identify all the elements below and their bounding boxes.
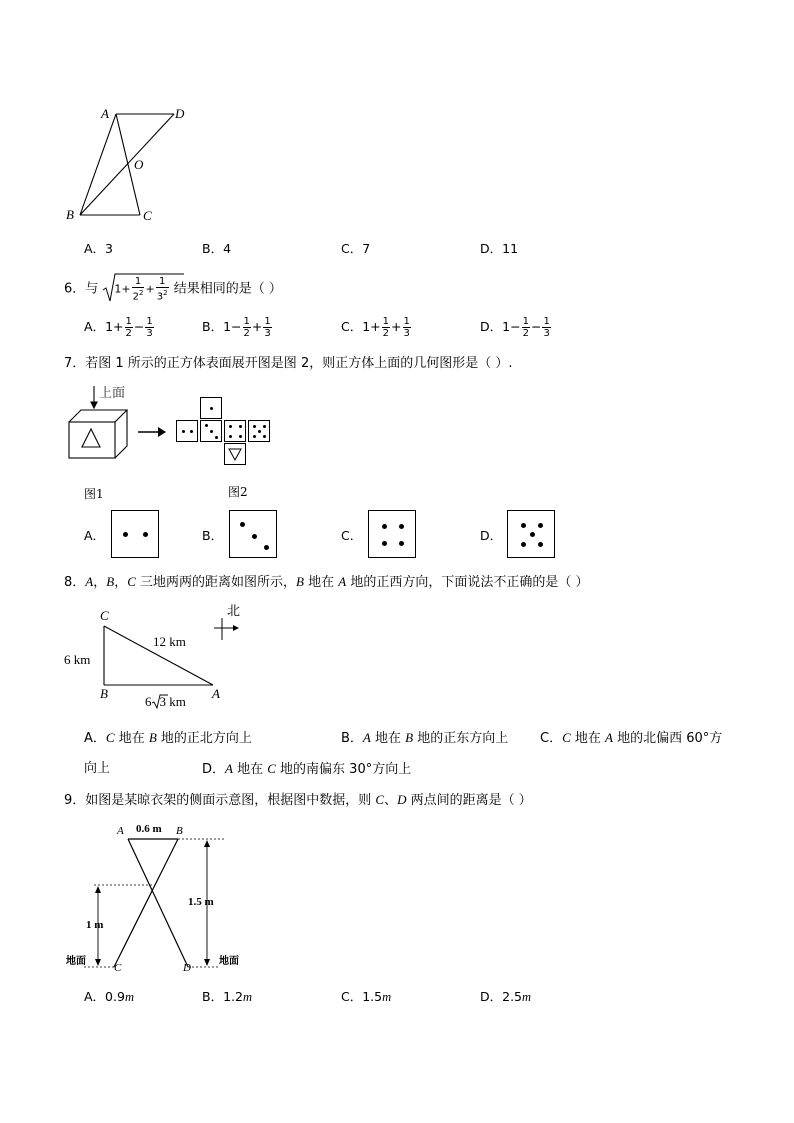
q8-option-c-continued[interactable]: 向上 — [84, 761, 111, 776]
cube-front-face — [69, 422, 115, 458]
q6-option-b[interactable]: B．1− $\frac{1}{2}$ + $\frac{1}{3}$ — [202, 316, 271, 339]
q9-option-c[interactable]: C．1.5m — [341, 989, 392, 1004]
q8-option-c[interactable]: C．C 地在 A 地的北偏西 60°方 — [540, 730, 723, 746]
q7-option-d[interactable]: D． — [480, 528, 503, 543]
net-face-top — [200, 397, 222, 419]
q5-diagonal-bd — [80, 114, 174, 215]
net-face-center — [200, 420, 222, 442]
q6-option-a[interactable]: A．1+ $\frac{1}{2}$ − $\frac{1}{3}$ — [84, 316, 153, 339]
q5-label-d: D — [175, 106, 185, 121]
q5-option-c[interactable]: C．7 — [341, 241, 371, 256]
q9-ground-right-label: 地面 — [219, 956, 239, 967]
q8-option-b[interactable]: B．A 地在 B 地的正东方向上 — [341, 730, 509, 746]
q9-leg-ad — [128, 839, 188, 967]
cube-top-face — [69, 410, 127, 422]
q8-north-label: 北 — [227, 604, 241, 619]
q7-question: 7．若图 1 所示的正方体表面展开图是图 2，则正方体上面的几何图形是（ ）. — [64, 356, 513, 371]
q5-option-a[interactable]: A．3 — [84, 241, 114, 256]
q9-label-d: D — [183, 962, 191, 974]
q9-question: 9．如图是某晾衣架的侧面示意图，根据图中数据，则 C、D 两点间的距离是（ ） — [64, 792, 532, 808]
net-face-right — [224, 420, 246, 442]
q6-option-c[interactable]: C．1+ $\frac{1}{2}$ + $\frac{1}{3}$ — [341, 316, 410, 339]
q5-edge-ab — [80, 114, 116, 215]
q7-option-c[interactable]: C． — [341, 528, 363, 543]
net-face-bottom — [224, 443, 246, 465]
triangle-icon — [82, 429, 100, 447]
q8-option-a[interactable]: A．C 地在 B 地的正北方向上 — [84, 730, 252, 746]
right-arrow-icon — [138, 426, 168, 438]
q7-option-b[interactable]: B． — [202, 528, 224, 543]
q8-question: 8．A，B，C 三地两两的距离如图所示，B 地在 A 地的正西方向，下面说法不正确的是（ ） — [64, 574, 589, 590]
q5-label-o: O — [134, 157, 144, 172]
q9-top-length: 0.6 m — [136, 823, 162, 835]
q7-option-a-face[interactable] — [111, 510, 159, 558]
q6-rad-one: 1+ — [114, 282, 131, 296]
down-arrow-icon — [91, 402, 97, 408]
q6-number: 6．与 — [64, 281, 99, 297]
q7-option-d-face[interactable] — [507, 510, 555, 558]
q6-radical-expression: 1+ $\frac{1}{2^2}$ + $\frac{1}{3^2}$ — [102, 276, 169, 302]
q9-option-a[interactable]: A．0.9m — [84, 989, 134, 1004]
q7-fig2-caption: 图2 — [228, 485, 248, 499]
q8-label-a: A — [212, 686, 220, 701]
q9-label-a: A — [117, 825, 124, 837]
q8-label-c: C — [100, 608, 109, 623]
radical-sign-icon — [102, 273, 184, 303]
q5-option-b[interactable]: B．4 — [202, 241, 232, 256]
q9-label-c: C — [114, 962, 122, 974]
q7-option-c-face[interactable] — [368, 510, 416, 558]
q7-option-b-face[interactable] — [229, 510, 277, 558]
q6-frac-1: $\frac{1}{2^2}$ — [132, 276, 144, 303]
q6-frac-2: $\frac{1}{3^2}$ — [156, 276, 168, 303]
q9-option-d[interactable]: D．2.5m — [480, 989, 532, 1004]
q5-label-a: A — [101, 106, 109, 121]
q9-leg-bc — [114, 839, 178, 967]
radical-sign-icon — [152, 695, 168, 709]
q6-option-d[interactable]: D．1− $\frac{1}{2}$ − $\frac{1}{3}$ — [480, 316, 550, 339]
q9-label-b: B — [176, 825, 183, 837]
q7-option-a[interactable]: A． — [84, 528, 106, 543]
q9-ground-left-label: 地面 — [66, 956, 86, 967]
q8-option-d[interactable]: D．A 地在 C 地的南偏东 30°方向上 — [202, 761, 412, 777]
q5-label-c: C — [143, 208, 152, 223]
net-face-far-right — [248, 420, 270, 442]
q5-option-d[interactable]: D．11 — [480, 241, 519, 256]
cube-side-face — [115, 410, 127, 458]
q5-label-b: B — [66, 207, 74, 222]
q8-label-b: B — [100, 686, 108, 701]
net-face-left — [176, 420, 198, 442]
q8-triangle-figure — [100, 620, 220, 690]
q9-left-length: 1 m — [86, 919, 104, 931]
q9-option-b[interactable]: B．1.2m — [202, 989, 252, 1004]
q8-length-cb: 6 km — [64, 652, 91, 667]
q8-length-ba: 6 3 km — [145, 694, 186, 709]
inverted-triangle-icon — [225, 444, 247, 466]
q8-length-ca: 12 km — [153, 634, 186, 649]
q9-right-length: 1.5 m — [188, 896, 214, 908]
q7-net-figure — [176, 397, 272, 469]
q6-tail: 结果相同的是（ ） — [173, 281, 282, 297]
q7-fig1-caption: 图1 — [84, 487, 104, 501]
q7-top-label: 上面 — [99, 386, 126, 401]
q6-question — [64, 276, 282, 302]
